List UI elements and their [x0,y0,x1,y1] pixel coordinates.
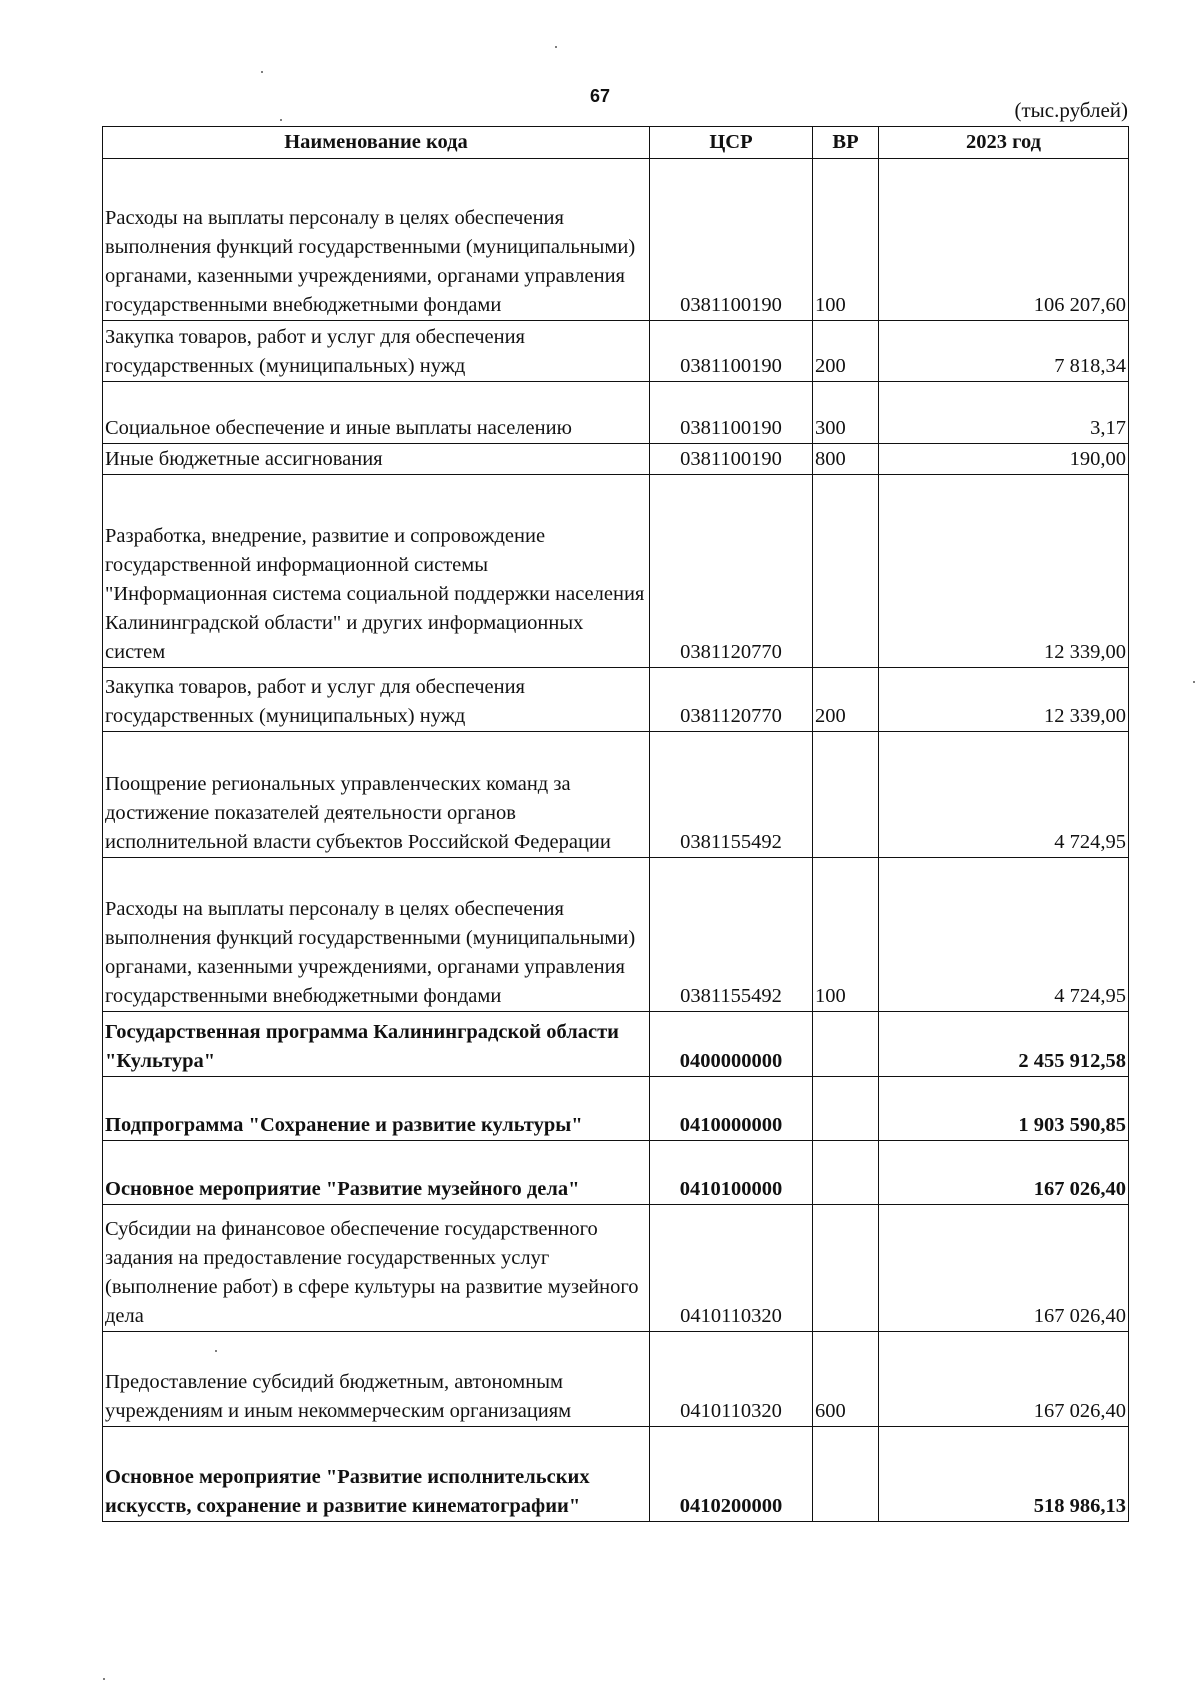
scan-speck [215,1350,217,1352]
scan-speck [1193,681,1195,683]
row-vr: 300 [813,382,879,444]
page-number: 67 [589,86,611,106]
row-vr: 200 [813,668,879,732]
row-sum: 167 026,40 [879,1205,1129,1332]
table-row [103,1141,1129,1205]
table-row [103,1012,1129,1077]
row-sum: 4 724,95 [879,858,1129,1012]
row-vr [813,475,879,668]
row-csr: 0381100190 [650,444,813,475]
row-vr: 800 [813,444,879,475]
row-vr [813,1077,879,1141]
row-csr: 0381100190 [650,321,813,382]
row-csr: 0381120770 [650,475,813,668]
table-row [103,159,1129,321]
table-row [103,382,1129,444]
row-csr: 0381120770 [650,668,813,732]
scan-speck [555,46,557,48]
row-sum: 190,00 [879,444,1129,475]
row-sum: 7 818,34 [879,321,1129,382]
table-row [103,732,1129,858]
table-row [103,858,1129,1012]
table-row [103,1205,1129,1332]
row-vr [813,1205,879,1332]
row-vr [813,732,879,858]
row-csr: 0400000000 [650,1012,813,1077]
row-vr: 100 [813,159,879,321]
row-name: Разработка, внедрение, развитие и сопровождение государственной информационной системы "Информационная система социальной поддержки населения Калининградской области" и других информационных систем [103,475,650,668]
header-name: Наименование кода [103,127,650,159]
row-vr: 200 [813,321,879,382]
table-row [103,1077,1129,1141]
header-vr: ВР [813,127,879,159]
header-sum: 2023 год [879,127,1129,159]
row-name: Иные бюджетные ассигнования [103,444,650,475]
row-name: Основное мероприятие "Развитие музейного дела" [103,1141,650,1205]
scan-speck [280,119,282,121]
row-name: Социальное обеспечение и иные выплаты населению [103,382,650,444]
row-name: Государственная программа Калининградской области "Культура" [103,1012,650,1077]
row-vr [813,1012,879,1077]
budget-table [102,126,1129,1522]
row-csr: 0410200000 [650,1427,813,1522]
row-csr: 0410000000 [650,1077,813,1141]
row-vr [813,1141,879,1205]
scan-speck [103,1678,105,1680]
row-csr: 0410110320 [650,1332,813,1427]
row-name: Закупка товаров, работ и услуг для обеспечения государственных (муниципальных) нужд [103,668,650,732]
row-sum: 4 724,95 [879,732,1129,858]
row-name: Расходы на выплаты персоналу в целях обеспечения выполнения функций государственными (муниципальными) органами, казенными учреждениями, органами управления государственными внебюджетными фондами [103,159,650,321]
row-csr: 0381100190 [650,159,813,321]
row-name: Расходы на выплаты персоналу в целях обеспечения выполнения функций государственными (муниципальными) органами, казенными учреждениями, органами управления государственными внебюджетными фондами [103,858,650,1012]
row-csr: 0381155492 [650,732,813,858]
row-sum: 167 026,40 [879,1141,1129,1205]
row-csr: 0381100190 [650,382,813,444]
row-name: Субсидии на финансовое обеспечение государственного задания на предоставление государственных услуг (выполнение работ) в сфере культуры на развитие музейного дела [103,1205,650,1332]
units-label: (тыс.рублей) [1014,98,1128,122]
table-row [103,1427,1129,1522]
row-name: Закупка товаров, работ и услуг для обеспечения государственных (муниципальных) нужд [103,321,650,382]
row-csr: 0410100000 [650,1141,813,1205]
row-vr: 100 [813,858,879,1012]
row-sum: 2 455 912,58 [879,1012,1129,1077]
table-row [103,1332,1129,1427]
table-header-row [103,127,1129,159]
row-sum: 1 903 590,85 [879,1077,1129,1141]
header-csr: ЦСР [650,127,813,159]
row-sum: 3,17 [879,382,1129,444]
row-name: Предоставление субсидий бюджетным, автономным учреждениям и иным некоммерческим организациям [103,1332,650,1427]
row-sum: 518 986,13 [879,1427,1129,1522]
row-sum: 12 339,00 [879,668,1129,732]
row-vr [813,1427,879,1522]
row-csr: 0381155492 [650,858,813,1012]
row-name: Поощрение региональных управленческих команд за достижение показателей деятельности органов исполнительной власти субъектов Российской Федерации [103,732,650,858]
row-name: Основное мероприятие "Развитие исполнительских искусств, сохранение и развитие кинематографии" [103,1427,650,1522]
row-sum: 12 339,00 [879,475,1129,668]
table-row [103,668,1129,732]
row-csr: 0410110320 [650,1205,813,1332]
table-row [103,475,1129,668]
row-vr: 600 [813,1332,879,1427]
row-sum: 167 026,40 [879,1332,1129,1427]
row-sum: 106 207,60 [879,159,1129,321]
scan-speck [261,71,263,73]
row-name: Подпрограмма "Сохранение и развитие культуры" [103,1077,650,1141]
table-row [103,321,1129,382]
table-row [103,444,1129,475]
